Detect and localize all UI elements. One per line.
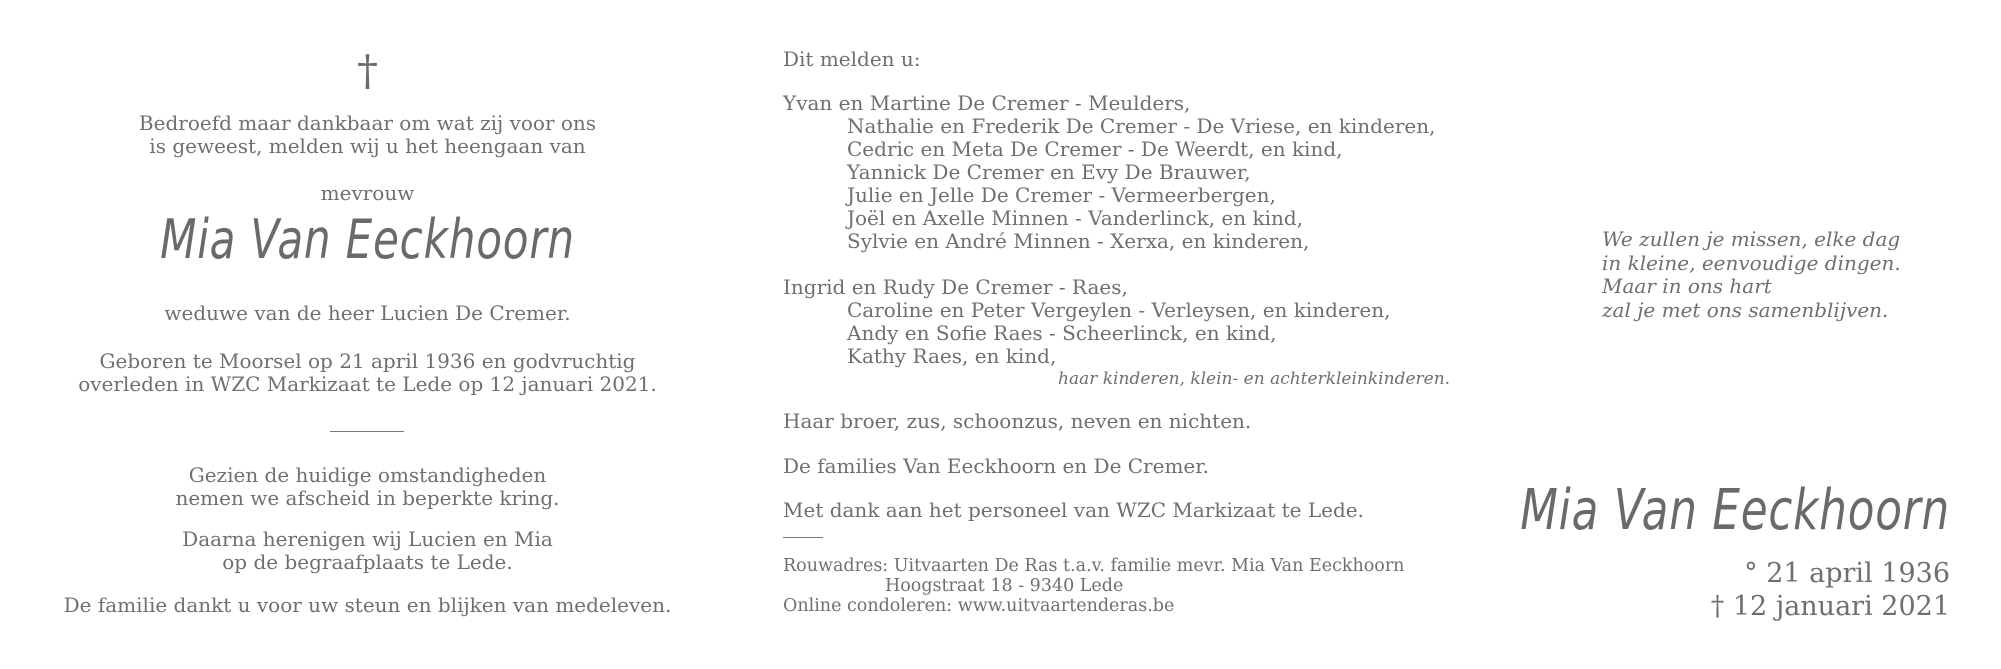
grandchildren-note: haar kinderen, klein- en achterkleinkinderen. <box>1058 369 1451 389</box>
family-member: Andy en Sofie Raes - Scheerlinck, en kind, <box>847 321 1277 345</box>
condolence-line: Online condoleren: www.uitvaartenderas.be <box>783 596 1175 616</box>
birth-death-text <box>60 350 675 396</box>
intro-line-1: Bedroefd maar dankbaar om wat zij voor ons <box>138 111 597 135</box>
family-heading: Dit melden u: <box>783 47 921 71</box>
poem-line: Maar in ons hart <box>1602 274 1772 298</box>
poem-line: We zullen je missen, elke dag <box>1602 227 1901 251</box>
reunion-text <box>60 528 675 574</box>
family-head-1: Yvan en Martine De Cremer - Meulders, <box>783 91 1191 115</box>
siblings-line: Haar broer, zus, schoonzus, neven en nichten. <box>783 409 1252 433</box>
family-member: Caroline en Peter Vergeylen - Verleysen, en kinderen, <box>847 298 1391 322</box>
circumstances-line-2: nemen we afscheid in beperkte kring. <box>175 486 560 510</box>
life-dates <box>1711 557 1950 623</box>
cross-icon: † <box>357 46 378 95</box>
birth-line: Geboren te Moorsel op 21 april 1936 en godvruchtig <box>99 349 636 373</box>
reunion-line-2: op de begraafplaats te Lede. <box>222 550 513 574</box>
family-member: Nathalie en Frederik De Cremer - De Vriese, en kinderen, <box>847 114 1436 138</box>
birth-date: ° 21 april 1936 <box>1744 558 1950 589</box>
divider <box>783 537 823 538</box>
remembrance-column <box>1520 0 1950 669</box>
remembrance-name <box>1399 478 1950 543</box>
address-line-2: Hoogstraat 18 - 9340 Lede <box>885 576 1124 596</box>
widow-line: weduwe van de heer Lucien De Cremer. <box>164 301 571 325</box>
staff-thanks-line: Met dank aan het personeel van WZC Markizaat te Lede. <box>783 498 1364 522</box>
honorific: mevrouw <box>320 181 415 205</box>
intro-line-2: is geweest, melden wij u het heengaan van <box>149 134 586 158</box>
family-thanks: De familie dankt u voor uw steun en blijken van medeleven. <box>63 593 672 617</box>
poem-line: zal je met ons samenblijven. <box>1602 297 1889 322</box>
circumstances-line-1: Gezien de huidige omstandigheden <box>188 463 547 487</box>
divider <box>330 431 404 432</box>
poem <box>1602 228 1901 322</box>
circumstances-text <box>60 464 675 510</box>
family-member: Julie en Jelle De Cremer - Vermeerbergen, <box>847 183 1276 207</box>
address-line-1: Rouwadres: Uitvaarten De Ras t.a.v. familie mevr. Mia Van Eeckhoorn <box>783 556 1405 576</box>
deceased-name <box>60 208 675 298</box>
intro-text <box>60 112 675 158</box>
reunion-line-1: Daarna herenigen wij Lucien en Mia <box>182 527 553 551</box>
death-line: overleden in WZC Markizaat te Lede op 12 januari 2021. <box>78 372 657 396</box>
family-head-2: Ingrid en Rudy De Cremer - Raes, <box>783 275 1128 299</box>
family-member: Joël en Axelle Minnen - Vanderlinck, en kind, <box>847 206 1304 230</box>
deceased-name-text: Mia Van Eeckhoorn <box>160 208 575 271</box>
family-member: Cedric en Meta De Cremer - De Weerdt, en kind, <box>847 137 1343 161</box>
family-member: Yannick De Cremer en Evy De Brauwer, <box>847 160 1251 184</box>
death-date: † 12 januari 2021 <box>1710 591 1950 622</box>
family-member: Sylvie en André Minnen - Xerxa, en kinderen, <box>847 229 1310 253</box>
families-line: De families Van Eeckhoorn en De Cremer. <box>783 454 1209 478</box>
family-member: Kathy Raes, en kind, <box>847 344 1057 368</box>
poem-line: in kleine, eenvoudige dingen. <box>1602 250 1901 275</box>
remembrance-name-text: Mia Van Eeckhoorn <box>1520 478 1950 543</box>
